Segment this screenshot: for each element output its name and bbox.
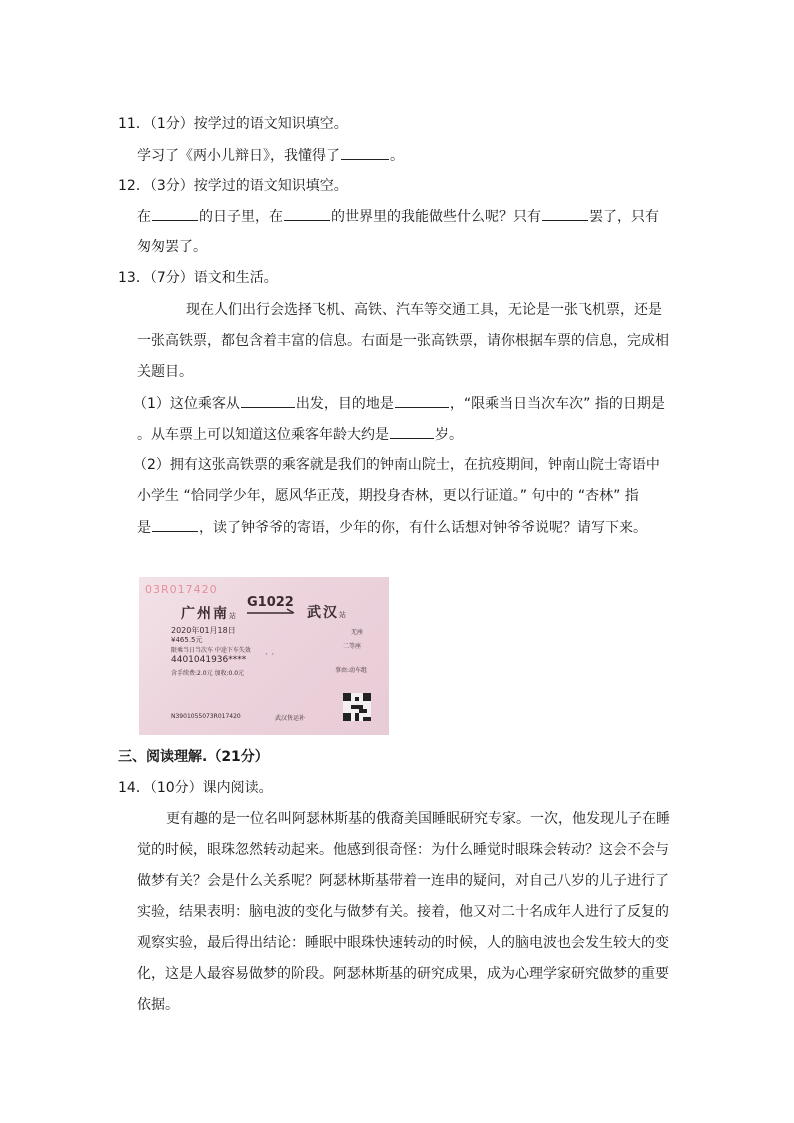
ticket-zhan: 站 — [229, 612, 236, 620]
q12-title: 12．（3分）按学过的语文知识填空。 — [118, 178, 348, 194]
q12-blank-3[interactable] — [542, 206, 588, 221]
q13-blank-xinglin[interactable] — [152, 517, 198, 532]
q14-passage-line: 观察实验，最后得出结论：睡眠中眼珠快速转动的时候，人的脑电波也会发生较大的变 — [137, 935, 669, 951]
ticket-from-name: 广州南 — [181, 606, 229, 622]
q14-passage-line: 实验，结果表明：脑电波的变化与做梦有关。接着，他又对二十名成年人进行了反复的 — [137, 904, 669, 920]
q13-text: 。从车票上可以知道这位乘客年龄大约是 — [137, 427, 389, 443]
q13-text: （1）这位乘客从 — [133, 396, 240, 412]
q14-title: 14．（10分）课内阅读。 — [118, 780, 273, 796]
q13-blank-age[interactable] — [390, 424, 434, 439]
q13-sub2-line1: （2）拥有这张高铁票的乘客就是我们的钟南山院士，在抗疫期间，钟南山院士寄语中 — [133, 457, 660, 473]
q13-text: 是 — [137, 520, 151, 536]
q13-sub2-line3 — [137, 517, 647, 538]
ticket-to — [307, 602, 346, 622]
q13-text: 出发，目的地是 — [295, 396, 394, 412]
qr-code-icon — [343, 692, 371, 722]
q11-text: 学习了《两小儿辩日》，我懂得了 — [137, 148, 340, 164]
q11-blank[interactable] — [341, 145, 389, 160]
q14-passage-line: 做梦有关？会是什么关系呢？阿瑟林斯基带着一连串的疑问，对自己八岁的儿子进行了 — [137, 873, 669, 889]
q12-text: 在 — [137, 209, 151, 225]
q14-passage-line: 觉的时候，眼珠忽然转动起来。他感到很奇怪：为什么睡觉时眼珠会转动？这会不会与 — [137, 842, 669, 858]
ticket-id-number: 4401041936**** — [171, 655, 247, 665]
q13-sub1-line1 — [133, 393, 665, 414]
train-ticket-image — [139, 577, 389, 735]
q13-intro-line: 现在人们出行会选择飞机、高铁、汽车等交通工具，无论是一张飞机票，还是 — [186, 302, 662, 318]
q11-title: 11．（1分）按学过的语文知识填空。 — [118, 116, 348, 132]
q13-text: ，读了钟爷爷的寄语，少年的你，有什么话想对钟爷爷说呢？请写下来。 — [199, 520, 647, 536]
q13-text: ，“限乘当日当次车次” 指的日期是 — [449, 396, 665, 412]
q12-text: 的日子里，在 — [199, 209, 283, 225]
section-3-heading: 三、阅读理解.（21分） — [118, 749, 269, 765]
ticket-price: ¥465.5元 — [171, 636, 203, 644]
q13-sub2-line2: 小学生 “恰同学少年，愿风华正茂，期投身杏林，更以行证道。” 句中的 “杏林” 指 — [137, 488, 639, 504]
q12-blank-2[interactable] — [284, 206, 330, 221]
q13-intro-line: 关题目。 — [137, 364, 193, 380]
ticket-code: N3901055073R017420 — [171, 713, 241, 720]
ticket-office: 武汉售运补 — [275, 715, 306, 722]
q12-blank-1[interactable] — [152, 206, 198, 221]
ticket-marks: ˋ ˊ — [265, 653, 275, 661]
ticket-arrow-icon — [247, 608, 297, 616]
ticket-note: 限乘当日当次车 中途下车失效 — [171, 647, 251, 654]
q13-blank-origin[interactable] — [241, 393, 295, 408]
q12-text: 的世界里的我能做些什么呢？只有 — [331, 209, 541, 225]
q13-text: 岁。 — [435, 427, 463, 443]
ticket-zhan: 站 — [339, 611, 346, 619]
q13-title: 13．（7分）语文和生活。 — [118, 270, 278, 286]
ticket-seat: 无座 — [351, 629, 364, 636]
q11-text-end: 。 — [390, 148, 404, 164]
ticket-fee: 含手续费:2.0元 加收:0.0元 — [171, 670, 245, 677]
ticket-serial: 03R017420 — [145, 583, 218, 596]
ticket-from — [181, 603, 236, 623]
q12-text: 罢了，只有 — [589, 209, 659, 225]
ticket-date: 2020年01月18日 — [171, 626, 236, 635]
q12-line1 — [137, 206, 659, 227]
q12-line2: 匆匆罢了。 — [137, 239, 207, 255]
q13-intro-line: 一张高铁票，都包含着丰富的信息。右面是一张高铁票，请你根据车票的信息，完成相 — [137, 333, 669, 349]
q14-passage-line: 化，这是人最容易做梦的阶段。阿瑟林斯基的研究成果，成为心理学家研究做梦的重要 — [137, 966, 669, 982]
ticket-reason: 事由:动车组 — [335, 667, 368, 674]
ticket-class: 二等座 — [343, 643, 362, 650]
q14-passage-line: 依据。 — [137, 997, 179, 1013]
q11-body — [137, 145, 404, 166]
q14-passage-line: 更有趣的是一位名叫阿瑟林斯基的俄裔美国睡眠研究专家。一次，他发现儿子在睡 — [166, 811, 670, 827]
ticket-to-name: 武汉 — [307, 605, 339, 621]
q13-blank-destination[interactable] — [395, 393, 449, 408]
q13-sub1-line2 — [137, 424, 463, 445]
ticket-train-number: G1022 — [247, 595, 294, 610]
